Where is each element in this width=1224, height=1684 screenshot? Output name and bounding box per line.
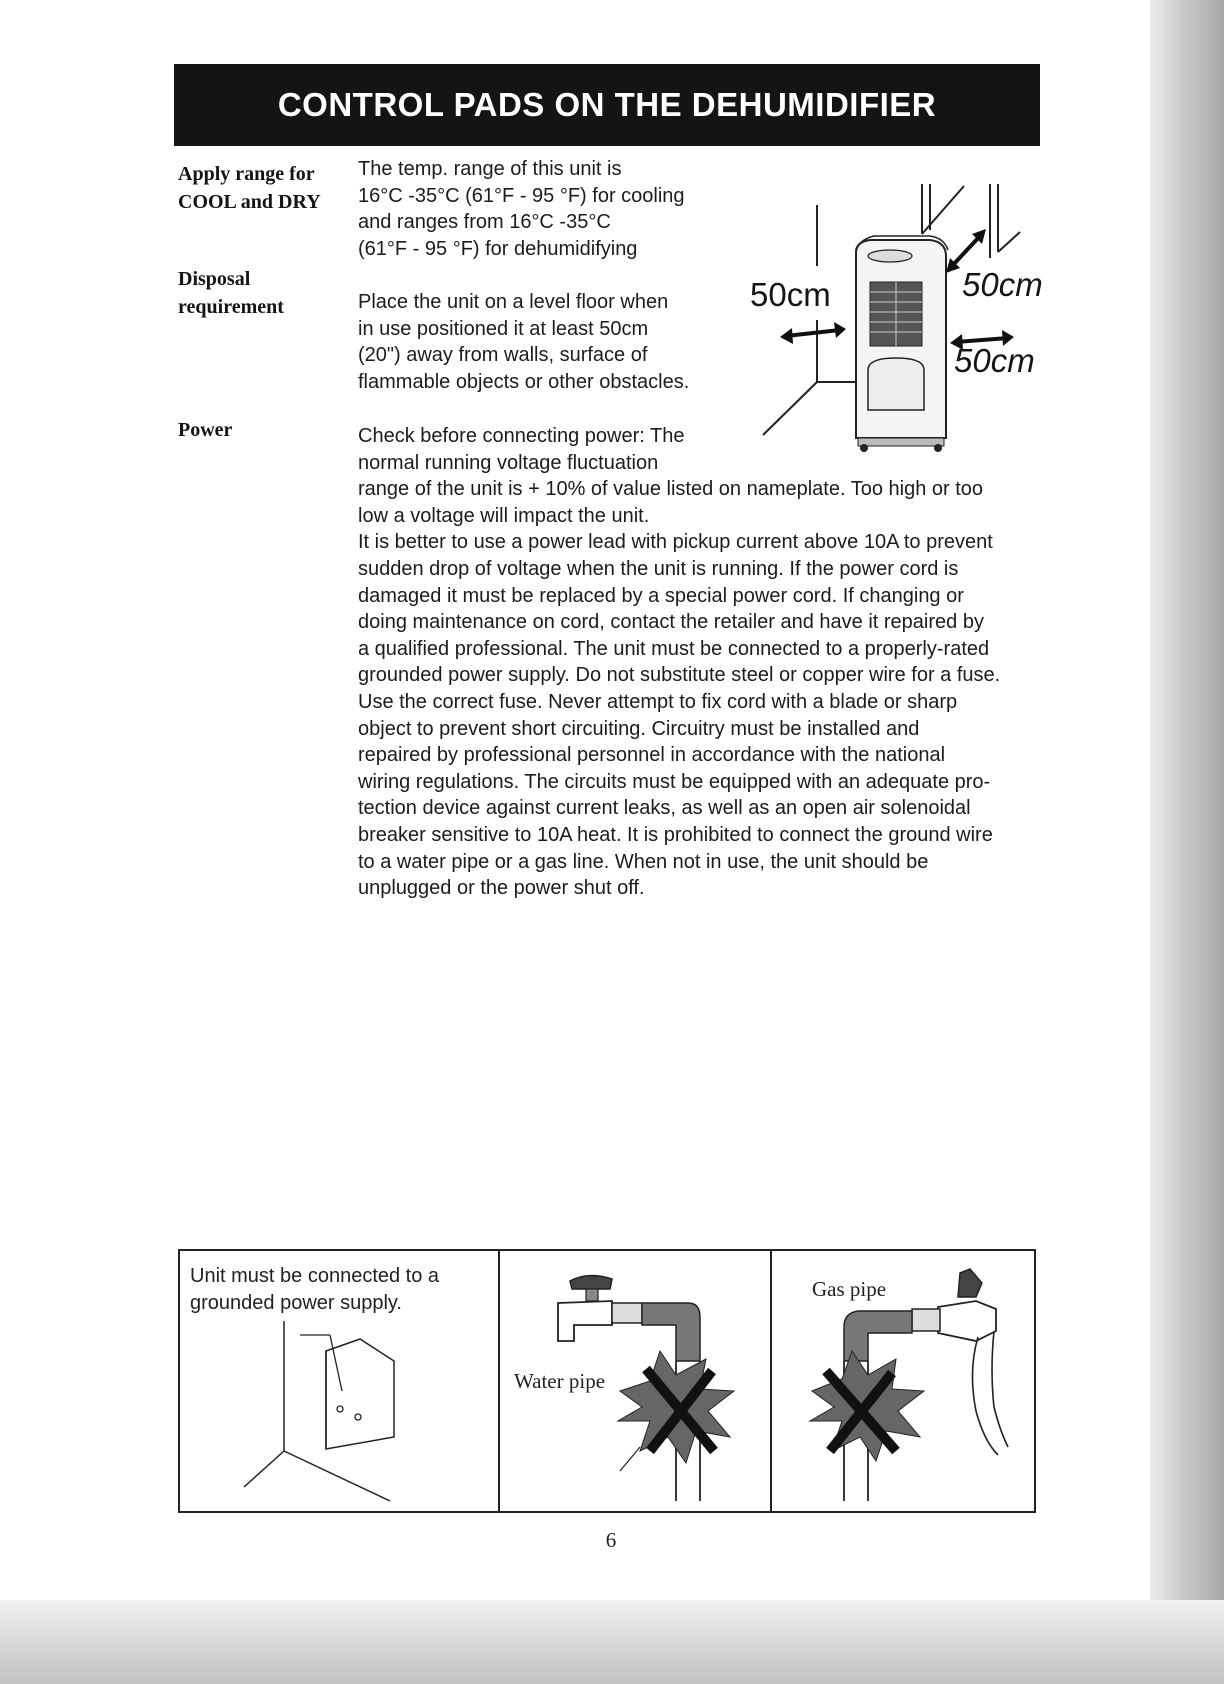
clearance-right-label: 50cm: [954, 342, 1035, 379]
apply-line: (61°F - 95 °F) for dehumidifying: [358, 237, 638, 260]
apply-range-text: [358, 156, 685, 262]
power-line: wiring regulations. The circuits must be equipped with an adequate pro-: [358, 770, 991, 793]
power-line: damaged it must be replaced by a special power cord. If changing or: [358, 584, 964, 607]
disposal-line: flammable objects or other obstacles.: [358, 370, 690, 393]
grounded-line1: Unit must be connected to a: [190, 1265, 440, 1287]
label-disposal: [178, 265, 348, 321]
power-line: normal running voltage fluctuation: [358, 451, 659, 474]
grounding-warning-panel: [178, 1249, 1036, 1513]
power-line: breaker sensitive to 10A heat. It is prohibited to connect the ground wire: [358, 823, 993, 846]
clearance-left-label: 50cm: [750, 276, 831, 313]
gas-pipe-cell: [772, 1251, 1034, 1511]
apply-line: The temp. range of this unit is: [358, 158, 622, 180]
water-pipe-cell: [500, 1251, 772, 1511]
page-title: CONTROL PADS ON THE DEHUMIDIFIER: [174, 64, 1040, 146]
apply-line: and ranges from 16°C -35°C: [358, 211, 611, 234]
gas-pipe-label: Gas pipe: [812, 1277, 887, 1301]
disposal-line: (20") away from walls, surface of: [358, 344, 648, 367]
label-apply-range: [178, 160, 348, 216]
label-disposal-line2: requirement: [178, 296, 284, 318]
disposal-text: [358, 289, 689, 395]
disposal-line: in use positioned it at least 50cm: [358, 317, 649, 340]
page-edge-shadow: [1150, 0, 1224, 1684]
page-bottom-shadow: [0, 1600, 1224, 1684]
clearance-diagram: [740, 170, 1080, 460]
wall-socket-icon: [180, 1251, 498, 1511]
power-line: It is better to use a power lead with pickup current above 10A to prevent: [358, 531, 993, 554]
power-line: repaired by professional personnel in accordance with the national: [358, 744, 946, 767]
disposal-line: Place the unit on a level floor when: [358, 291, 669, 313]
power-line: tection device against current leaks, as well as an open air solenoidal: [358, 797, 971, 820]
power-line: grounded power supply. Do not substitute steel or copper wire for a fuse.: [358, 664, 1001, 687]
label-disposal-line1: Disposal: [178, 268, 251, 290]
water-pipe-label: Water pipe: [514, 1369, 606, 1393]
power-line: to a water pipe or a gas line. When not in use, the unit should be: [358, 850, 929, 873]
dehumidifier-illustration: [740, 170, 1080, 460]
apply-line: 16°C -35°C (61°F - 95 °F) for cooling: [358, 184, 685, 207]
power-line: unplugged or the power shut off.: [358, 877, 645, 900]
label-apply-line1: Apply range for: [178, 163, 315, 185]
label-apply-line2: COOL and DRY: [178, 191, 321, 213]
page-number: 6: [605, 1528, 617, 1552]
power-line: Check before connecting power: The: [358, 425, 685, 447]
power-line: low a voltage will impact the unit.: [358, 504, 650, 527]
power-text: [358, 423, 1000, 902]
power-line: a qualified professional. The unit must be connected to a properly-rated: [358, 637, 990, 660]
power-line: range of the unit is + 10% of value listed on nameplate. Too high or too: [358, 478, 984, 501]
power-line: object to prevent short circuiting. Circuitry must be installed and: [358, 717, 920, 740]
power-line: doing maintenance on cord, contact the retailer and have it repaired by: [358, 611, 984, 634]
power-line: sudden drop of voltage when the unit is running. If the power cord is: [358, 557, 959, 580]
grounded-supply-cell: [180, 1251, 500, 1511]
grounded-line2: grounded power supply.: [190, 1292, 402, 1314]
label-power: Power: [178, 419, 233, 441]
power-line: Use the correct fuse. Never attempt to fix cord with a blade or sharp: [358, 690, 958, 713]
clearance-top-right-label: 50cm: [962, 266, 1043, 303]
